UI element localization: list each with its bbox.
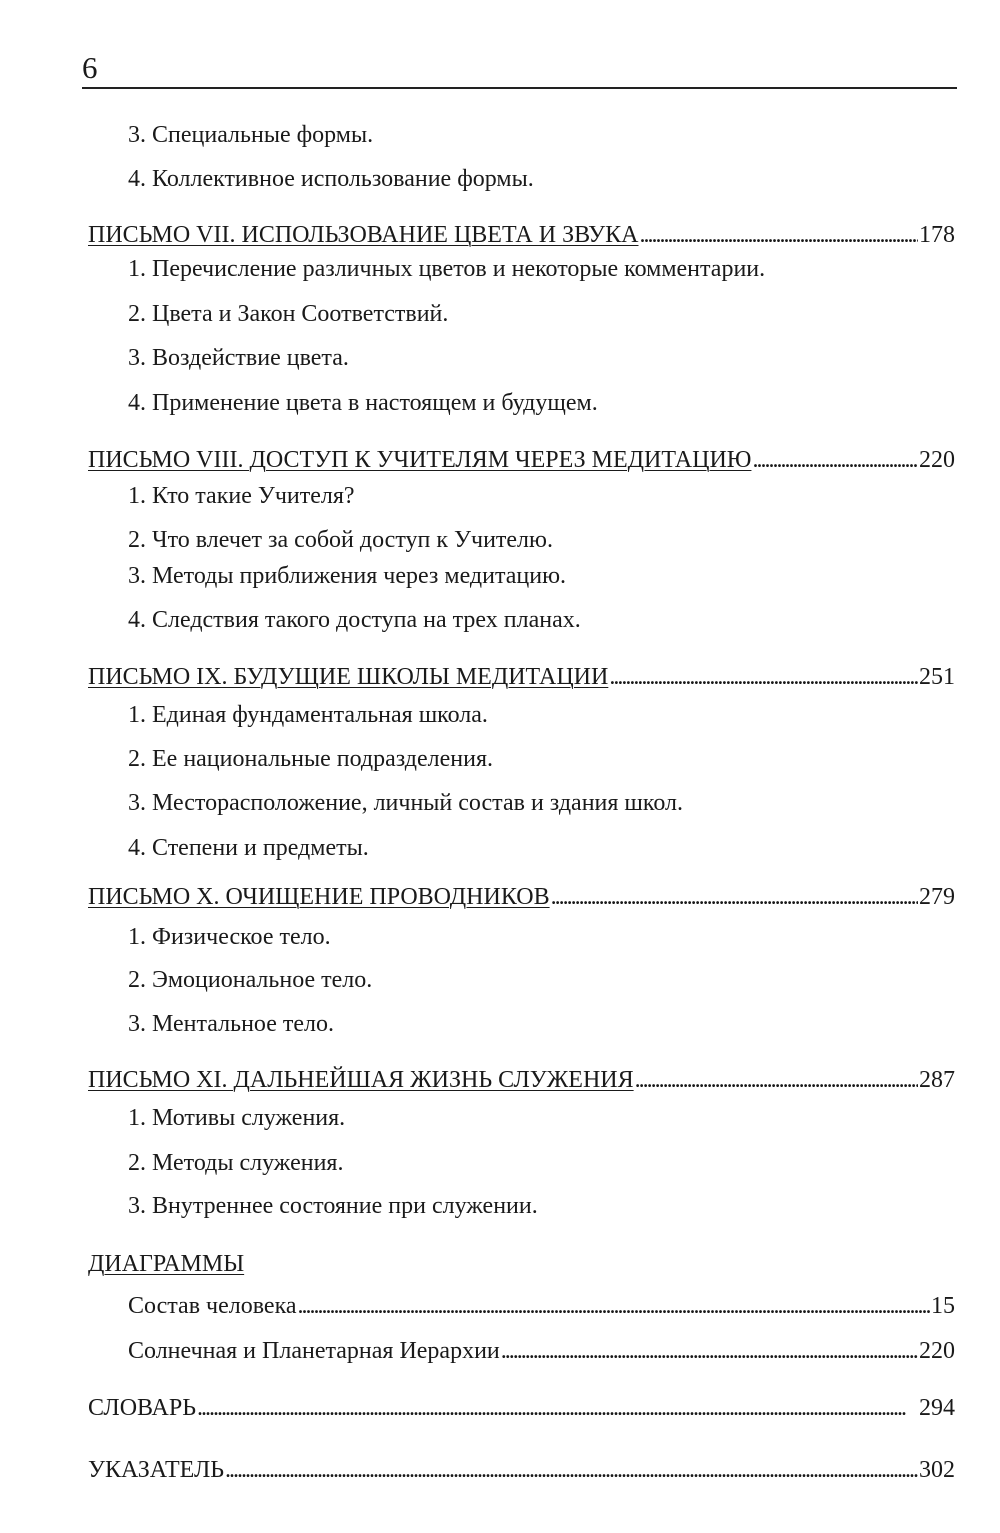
leader-dots (752, 443, 918, 477)
page-ref: 220 (919, 447, 955, 473)
page-ref: 279 (919, 884, 955, 910)
leader-dots (197, 1391, 918, 1425)
toc-heading-letter-7[interactable] (88, 218, 955, 252)
toc-item: 1. Физическое тело. (128, 924, 331, 950)
entry-title: УКАЗАТЕЛЬ (88, 1457, 225, 1483)
page-ref: 178 (919, 222, 955, 248)
leader-dots (225, 1453, 918, 1487)
toc-item: 4. Следствия такого доступа на трех планах. (128, 607, 581, 633)
page-ref: 251 (919, 664, 955, 690)
leader-dots (609, 660, 918, 694)
toc-item: 3. Ментальное тело. (128, 1011, 334, 1037)
leader-dots (551, 880, 918, 914)
leader-dots (501, 1334, 918, 1368)
leader-dots (298, 1289, 930, 1323)
header-rule (82, 87, 957, 89)
toc-item: 1. Единая фундаментальная школа. (128, 702, 488, 728)
toc-item: 1. Перечисление различных цветов и некоторые комментарии. (128, 256, 766, 282)
toc-heading-letter-11[interactable] (88, 1063, 955, 1097)
heading-title: ПИСЬМО XI. ДАЛЬНЕЙШАЯ ЖИЗНЬ СЛУЖЕНИЯ (88, 1067, 634, 1093)
toc-item: 2. Что влечет за собой доступ к Учителю. (128, 527, 553, 553)
toc-item: 3. Воздействие цвета. (128, 345, 349, 371)
toc-entry-diagram[interactable] (128, 1289, 955, 1323)
toc-item: 3. Специальные формы. (128, 122, 374, 148)
toc-heading-letter-8[interactable] (88, 443, 955, 477)
toc-item: 4. Степени и предметы. (128, 835, 369, 861)
toc-heading-letter-10[interactable] (88, 880, 955, 914)
heading-title: ПИСЬМО X. ОЧИЩЕНИЕ ПРОВОДНИКОВ (88, 884, 550, 910)
entry-title: Солнечная и Планетарная Иерархии (128, 1338, 500, 1364)
toc-item: 4. Коллективное использование формы. (128, 166, 534, 192)
toc-entry-diagram[interactable] (128, 1334, 955, 1368)
toc-item: 1. Мотивы служения. (128, 1105, 346, 1131)
toc-entry-glossary[interactable] (88, 1391, 955, 1425)
toc-item: 1. Кто такие Учителя? (128, 483, 355, 509)
toc-item: 3. Методы приближения через медитацию. (128, 563, 567, 589)
heading-title: ПИСЬМО VIII. ДОСТУП К УЧИТЕЛЯМ ЧЕРЕЗ МЕДИТАЦИЮ (88, 447, 752, 473)
entry-title: Состав человека (128, 1293, 297, 1319)
leader-dots (635, 1063, 918, 1097)
toc-item: 2. Цвета и Закон Соответствий. (128, 301, 449, 327)
page-ref: 15 (931, 1293, 955, 1319)
page-ref: 220 (919, 1338, 955, 1364)
leader-dots (640, 218, 919, 252)
page-number: 6 (82, 50, 98, 85)
toc-entry-index[interactable] (88, 1453, 955, 1487)
toc-item: 3. Внутреннее состояние при служении. (128, 1193, 538, 1219)
entry-title: СЛОВАРЬ (88, 1395, 196, 1421)
heading-title: ПИСЬМО IX. БУДУЩИЕ ШКОЛЫ МЕДИТАЦИИ (88, 664, 609, 690)
page-ref: 302 (919, 1457, 955, 1483)
heading-title: ПИСЬМО VII. ИСПОЛЬЗОВАНИЕ ЦВЕТА И ЗВУКА (88, 222, 639, 248)
toc-item: 2. Методы служения. (128, 1150, 344, 1176)
toc-item: 2. Ее национальные подразделения. (128, 746, 494, 772)
heading-title: ДИАГРАММЫ (88, 1251, 245, 1277)
toc-heading-letter-9[interactable] (88, 660, 955, 694)
toc-item: 4. Применение цвета в настоящем и будущем. (128, 390, 598, 416)
page-ref: 294 (919, 1395, 955, 1421)
page-ref: 287 (919, 1067, 955, 1093)
toc-item: 3. Месторасположение, личный состав и здания школ. (128, 790, 683, 816)
toc-item: 2. Эмоциональное тело. (128, 967, 373, 993)
toc-heading-diagrams[interactable] (88, 1247, 244, 1281)
